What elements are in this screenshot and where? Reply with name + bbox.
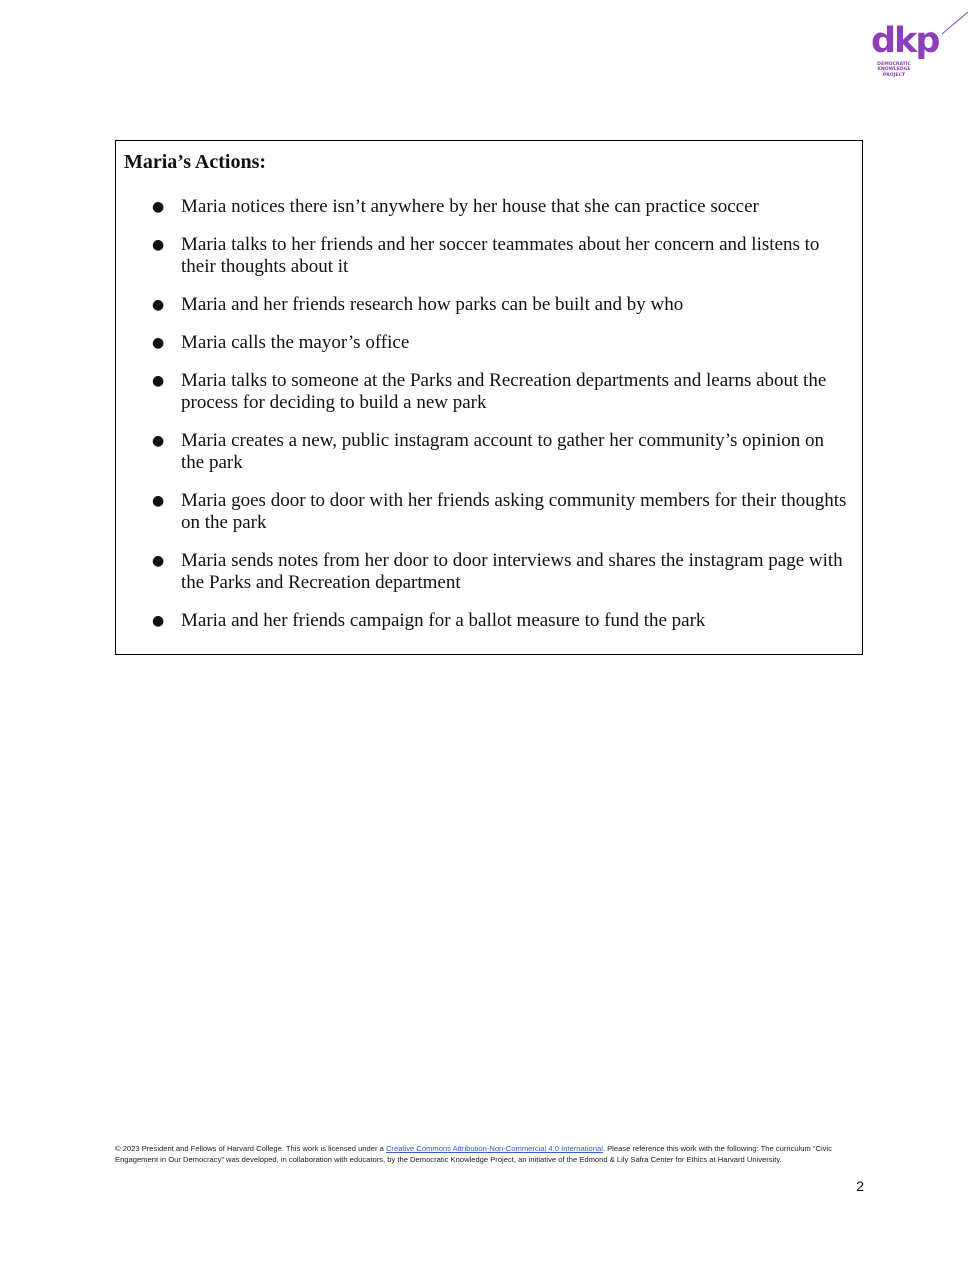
list-item-text: Maria and her friends campaign for a ballot measure to fund the park [181,610,706,631]
marias-actions-box [115,140,863,655]
list-item-text: Maria calls the mayor’s office [181,332,410,353]
list-item-text: Maria notices there isn’t anywhere by her house that she can practice soccer [181,196,759,217]
corner-decoration-line [940,10,970,36]
box-title: Maria’s Actions: [124,151,267,173]
footer-text-start: © 2023 President and Fellows of Harvard College. This work is licensed under a [115,1144,386,1153]
logo-line-3: PROJECT [882,72,906,78]
logo-wordmark: dkp [871,21,939,61]
dkp-logo [871,21,939,81]
list-item-text: Maria creates a new, public instagram account to gather her community’s opinion on the park [181,430,824,473]
page-number: 2 [856,1178,864,1194]
bullet-icon: ● [152,199,165,215]
bullet-icon: ● [152,237,165,253]
license-link[interactable]: Creative Commons Attribution-Non-Commercial 4.0 International [385,1144,603,1153]
list-item-text: Maria talks to someone at the Parks and Recreation departments and learns about the process for deciding to build a new park [181,370,827,413]
logo-line-2: KNOWLEDGE [877,67,911,73]
bullet-icon: ● [152,613,165,629]
logo-subtext [872,62,916,78]
list-item-text: Maria talks to her friends and her soccer teammates about her concern and listens to their thoughts about it [181,234,820,277]
list-item-text: Maria sends notes from her door to door interviews and shares the instagram page with the Parks and Recreation department [181,550,843,593]
list-item-text: Maria and her friends research how parks can be built and by who [181,294,684,315]
bullet-icon: ● [152,553,165,569]
bullet-icon: ● [152,373,165,389]
footer-text-end: . Please reference this work with the following: The curriculum “Civic Engagement in Our Democracy” was developed, in collaboration with educators, by the Democratic Knowledge Project, an initiative of the Edmond & Lily Safra Center for Ethics at Harvard University. [115,1144,832,1164]
bullet-icon: ● [152,493,165,509]
copyright-footer [115,1144,875,1165]
list-item-text: Maria goes door to door with her friends asking community members for their thoughts on the park [181,490,847,533]
bullet-icon: ● [152,433,165,449]
bullet-icon: ● [152,297,165,313]
logo-line-1: DEMOCRATIC [877,62,911,67]
bullet-icon: ● [152,335,165,351]
